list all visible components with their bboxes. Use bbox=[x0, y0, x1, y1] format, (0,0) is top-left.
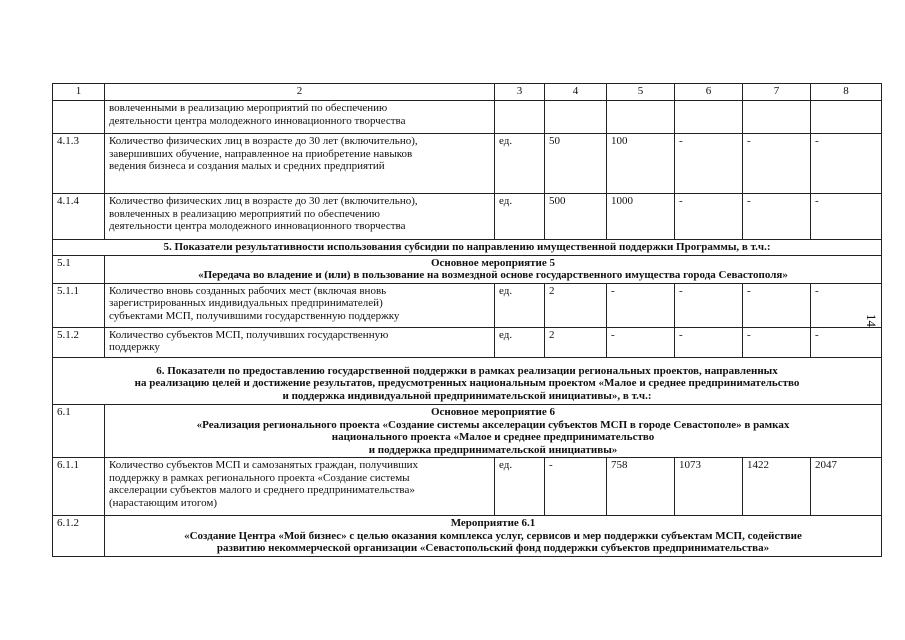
value-cell: - bbox=[811, 134, 882, 194]
row-number: 6.1.1 bbox=[53, 458, 105, 516]
value-cell: 2047 bbox=[811, 458, 882, 516]
section-header-row bbox=[53, 240, 882, 256]
value-cell: 2 bbox=[545, 327, 607, 357]
unit-cell: ед. bbox=[495, 458, 545, 516]
value-cell bbox=[743, 101, 811, 134]
value-cell: 2 bbox=[545, 283, 607, 327]
value-cell: - bbox=[811, 283, 882, 327]
unit-cell: ед. bbox=[495, 134, 545, 194]
value-cell: - bbox=[743, 283, 811, 327]
table-row bbox=[53, 101, 882, 134]
unit-cell: ед. bbox=[495, 283, 545, 327]
value-cell: - bbox=[811, 194, 882, 240]
value-cell: 1073 bbox=[675, 458, 743, 516]
column-number: 6 bbox=[675, 84, 743, 101]
value-cell: - bbox=[675, 194, 743, 240]
unit-cell: ед. bbox=[495, 194, 545, 240]
row-number: 4.1.4 bbox=[53, 194, 105, 240]
table-row bbox=[53, 255, 882, 283]
value-cell: - bbox=[675, 327, 743, 357]
value-cell: 1000 bbox=[607, 194, 675, 240]
column-number: 4 bbox=[545, 84, 607, 101]
column-number: 2 bbox=[105, 84, 495, 101]
value-cell bbox=[811, 101, 882, 134]
indicator-name: Количество вновь созданных рабочих мест (включая вновь зарегистрированных индивидуальных предпринимателей) субъектами МСП, получившими государственную поддержку bbox=[105, 283, 495, 327]
column-number: 1 bbox=[53, 84, 105, 101]
indicator-name: Количество субъектов МСП, получивших государственную поддержку bbox=[105, 327, 495, 357]
row-number: 6.1 bbox=[53, 405, 105, 458]
column-number: 8 bbox=[811, 84, 882, 101]
value-cell: - bbox=[607, 283, 675, 327]
value-cell: - bbox=[743, 194, 811, 240]
row-number: 5.1 bbox=[53, 255, 105, 283]
section-6-title: 6. Показатели по предоставлению государственной поддержки в рамках реализации региональных проектов, направленных на реализацию целей и достижение результатов, предусмотренных национальным проектом «Малое и среднее предпринимательство и поддержка индивидуальной предпринимательской инициативы», в т.ч.: bbox=[53, 357, 882, 405]
value-cell: - bbox=[675, 283, 743, 327]
row-number: 5.1.2 bbox=[53, 327, 105, 357]
value-cell: 100 bbox=[607, 134, 675, 194]
indicators-table bbox=[52, 83, 882, 557]
section-header-row bbox=[53, 357, 882, 405]
table-row bbox=[53, 405, 882, 458]
table-row bbox=[53, 458, 882, 516]
table-row bbox=[53, 283, 882, 327]
value-cell bbox=[545, 101, 607, 134]
value-cell: 500 bbox=[545, 194, 607, 240]
column-number: 7 bbox=[743, 84, 811, 101]
table-row bbox=[53, 134, 882, 194]
value-cell: - bbox=[545, 458, 607, 516]
column-number: 5 bbox=[607, 84, 675, 101]
value-cell bbox=[675, 101, 743, 134]
value-cell: - bbox=[743, 327, 811, 357]
value-cell: 50 bbox=[545, 134, 607, 194]
main-activity-6: Основное мероприятие 6 «Реализация регионального проекта «Создание системы акселерации субъектов МСП в городе Севастополе» в рамках национального проекта «Малое и среднее предпринимательство и поддержка предпринимательской инициативы» bbox=[105, 405, 882, 458]
column-number: 3 bbox=[495, 84, 545, 101]
value-cell: - bbox=[607, 327, 675, 357]
activity-6-1: Мероприятие 6.1 «Создание Центра «Мой бизнес» с целью оказания комплекса услуг, сервисов и мер поддержки субъектам МСП, содействие развитию некоммерческой организации «Севастопольский фонд поддержки субъектов предпринимательства» bbox=[105, 516, 882, 557]
indicator-name: Количество субъектов МСП и самозанятых граждан, получивших поддержку в рамках регионального проекта «Создание системы акселерации субъектов малого и среднего предпринимательства» (нарастающим итогом) bbox=[105, 458, 495, 516]
row-number bbox=[53, 101, 105, 134]
row-number: 4.1.3 bbox=[53, 134, 105, 194]
value-cell: 1422 bbox=[743, 458, 811, 516]
table-row bbox=[53, 516, 882, 557]
section-5-title: 5. Показатели результативности использования субсидии по направлению имущественной поддержки Программы, в т.ч.: bbox=[53, 240, 882, 256]
page-number: 14 bbox=[864, 314, 879, 327]
indicator-name: Количество физических лиц в возрасте до 30 лет (включительно), вовлеченных в реализацию мероприятий по обеспечению деятельности центра молодежного инновационного творчества bbox=[105, 194, 495, 240]
main-activity-5: Основное мероприятие 5 «Передача во владение и (или) в пользование на возмездной основе государственного имущества города Севастополя» bbox=[105, 255, 882, 283]
value-cell: - bbox=[743, 134, 811, 194]
row-number: 6.1.2 bbox=[53, 516, 105, 557]
value-cell: 758 bbox=[607, 458, 675, 516]
table-row bbox=[53, 194, 882, 240]
row-number: 5.1.1 bbox=[53, 283, 105, 327]
indicator-name: Количество физических лиц в возрасте до 30 лет (включительно), завершивших обучение, направленное на приобретение навыков ведения бизнеса и создания малых и средних предприятий bbox=[105, 134, 495, 194]
table-row bbox=[53, 327, 882, 357]
indicator-name: вовлеченными в реализацию мероприятий по обеспечению деятельности центра молодежного инновационного творчества bbox=[105, 101, 495, 134]
unit-cell: ед. bbox=[495, 327, 545, 357]
value-cell: - bbox=[675, 134, 743, 194]
value-cell bbox=[607, 101, 675, 134]
column-header-row bbox=[53, 84, 882, 101]
value-cell: - bbox=[811, 327, 882, 357]
unit-cell bbox=[495, 101, 545, 134]
